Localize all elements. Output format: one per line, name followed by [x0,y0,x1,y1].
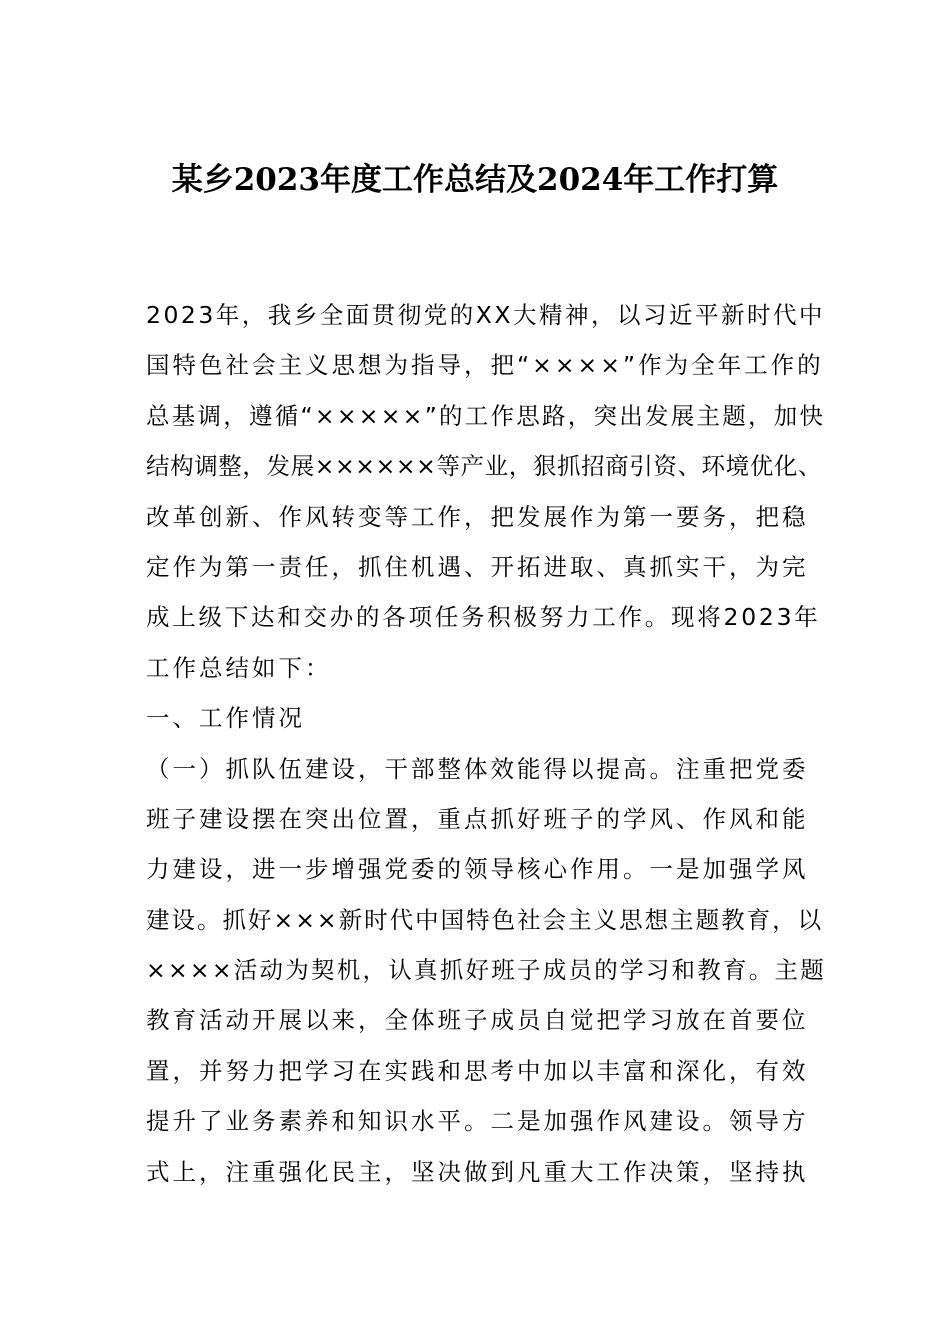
body-line: 力建设，进一步增强党委的领导核心作用。一是加强学风 [146,855,809,884]
body-line: 工作总结如下： [146,653,332,682]
body-line: 总基调，遵循“×××××”的工作思路，突出发展主题，加快 [146,401,826,430]
body-line: 国特色社会主义思想为指导，把“××××”作为全年工作的 [146,351,824,380]
body-line: 结构调整，发展××××××等产业，狠抓招商引资、环境优化、 [146,452,823,481]
body-line: 班子建设摆在突出位置，重点抓好班子的学风、作风和能 [146,804,809,833]
body-line: ××××活动为契机，认真抓好班子成员的学习和教育。主题 [146,956,827,985]
body-line: （一）抓队伍建设，干部整体效能得以提高。注重把党委 [146,754,809,783]
body-line: 式上，注重强化民主，坚决做到凡重大工作决策，坚持执 [146,1157,809,1186]
body-line: 建设。抓好×××新时代中国特色社会主义思想主题教育，以 [146,905,824,934]
body-line: 教育活动开展以来，全体班子成员自觉把学习放在首要位 [146,1006,809,1035]
section-heading: 一、工作情况 [146,704,305,733]
body-line: 2023年，我乡全面贯彻党的XX大精神，以习近平新时代中 [146,301,826,329]
body-line: 成上级下达和交办的各项任务积极努力工作。现将2023年 [146,603,821,632]
body-line: 定作为第一责任，抓住机遇、开拓进取、真抓实干，为完 [146,552,809,581]
body-line: 置，并努力把学习在实践和思考中加以丰富和深化，有效 [146,1056,809,1085]
document-title: 某乡2023年度工作总结及2024年工作打算 [171,162,779,198]
body-line: 改革创新、作风转变等工作，把发展作为第一要务，把稳 [146,502,809,531]
body-line: 提升了业务素养和知识水平。二是加强作风建设。领导方 [146,1107,809,1136]
document-body [146,290,826,1197]
